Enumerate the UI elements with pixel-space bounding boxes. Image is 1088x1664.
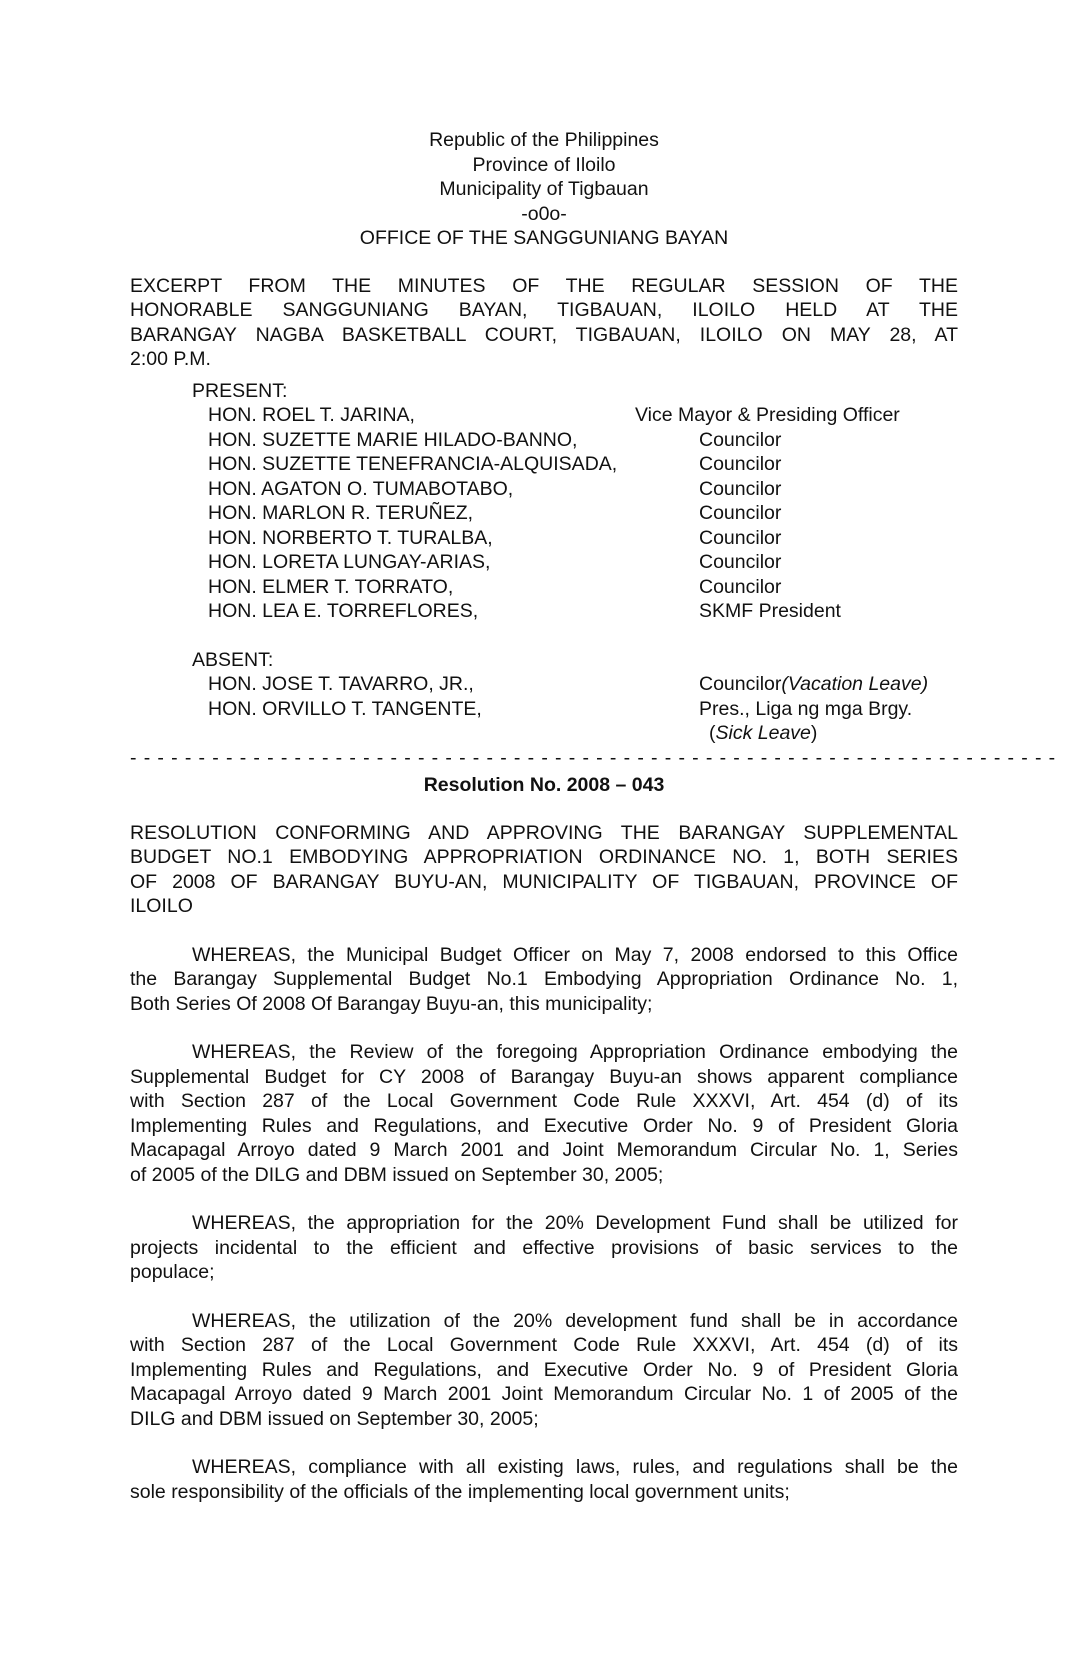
- attendee-name: HON. NORBERTO T. TURALBA,: [208, 526, 493, 549]
- title-line: BUDGET NO.1 EMBODYING APPROPRIATION ORDINANCE NO. 1, BOTH SERIES: [130, 846, 958, 868]
- municipality-line: Municipality of Tigbauan: [439, 178, 649, 200]
- absentee-row: [192, 697, 958, 722]
- paragraph-line: populace;: [130, 1261, 215, 1283]
- attendee-role: Vice Mayor & Presiding Officer: [635, 404, 900, 426]
- attendee-name: HON. AGATON O. TUMABOTABO,: [208, 477, 514, 500]
- attendee-role: Councilor: [699, 477, 782, 500]
- paragraph-line: Implementing Rules and Regulations, and Executive Order No. 9 of President Gloria: [130, 1114, 958, 1137]
- absentee-role: Councilor(Vacation Leave): [699, 673, 929, 695]
- attendee-row: [192, 428, 958, 453]
- attendee-row: [192, 477, 958, 502]
- paragraph-line: WHEREAS, the appropriation for the 20% Development Fund shall be utilized for: [192, 1212, 958, 1234]
- absentee-role: Pres., Liga ng mga Brgy.: [699, 697, 913, 720]
- attendee-name: HON. ELMER T. TORRATO,: [208, 575, 454, 598]
- attendee-name: HON. LEA E. TORREFLORES,: [208, 600, 479, 622]
- resolution-title: [130, 821, 958, 919]
- ornament-line: -o0o-: [521, 202, 567, 225]
- attendance: [130, 379, 958, 746]
- absent-label: ABSENT:: [192, 648, 274, 671]
- attendee-row: [192, 575, 958, 600]
- whereas-paragraph: [130, 1455, 958, 1504]
- attendee-role: Councilor: [699, 428, 782, 451]
- attendee-name: HON. SUZETTE TENEFRANCIA-ALQUISADA,: [208, 453, 618, 475]
- paragraph-line: WHEREAS, the Review of the foregoing Appropriation Ordinance embodying the: [192, 1041, 958, 1063]
- absentee-name: HON. JOSE T. TAVARRO, JR.,: [208, 673, 474, 695]
- attendee-role: Councilor: [699, 453, 782, 475]
- attendee-name: HON. ROEL T. JARINA,: [208, 404, 415, 426]
- attendee-name: HON. LORETA LUNGAY-ARIAS,: [208, 551, 491, 573]
- attendee-name: HON. MARLON R. TERUÑEZ,: [208, 502, 474, 524]
- paragraph-line: the Barangay Supplemental Budget No.1 Embodying Appropriation Ordinance No. 1,: [130, 968, 958, 990]
- absence-reason: (Vacation Leave): [781, 673, 929, 695]
- paragraph-line: Supplemental Budget for CY 2008 of Barangay Buyu-an shows apparent compliance: [130, 1065, 958, 1088]
- separator-line: - - - - - - - - - - - - - - - - - - - - - - - - - - - - - - - - - - - - - - - - - - - - - - - - - - - - - - - - - - - - - - - - - - - -: [130, 746, 1057, 769]
- excerpt-line: BARANGAY NAGBA BASKETBALL COURT, TIGBAUAN, ILOILO ON MAY 28, AT: [130, 323, 958, 346]
- absentee-name: HON. ORVILLO T. TANGENTE,: [208, 697, 482, 720]
- attendee-role: SKMF President: [699, 600, 841, 622]
- whereas-paragraph: [130, 1040, 958, 1187]
- paragraph-line: Both Series Of 2008 Of Barangay Buyu-an, this municipality;: [130, 992, 653, 1015]
- paragraph-line: DILG and DBM issued on September 30, 2005;: [130, 1407, 539, 1430]
- republic-line: Republic of the Philippines: [429, 129, 659, 151]
- attendee-role: Councilor: [699, 575, 782, 598]
- paragraph-line: Macapagal Arroyo dated 9 March 2001 and Joint Memorandum Circular No. 1, Series: [130, 1139, 958, 1161]
- paragraph-line: with Section 287 of the Local Government Code Rule XXXVI, Art. 454 (d) of its: [130, 1090, 958, 1112]
- paragraph-line: WHEREAS, the Municipal Budget Officer on May 7, 2008 endorsed to this Office: [192, 943, 958, 966]
- present-label: PRESENT:: [192, 379, 288, 402]
- excerpt-line: EXCERPT FROM THE MINUTES OF THE REGULAR SESSION OF THE: [130, 274, 958, 297]
- attendee-row: [192, 452, 958, 477]
- paragraph-line: WHEREAS, compliance with all existing laws, rules, and regulations shall be the: [192, 1456, 958, 1478]
- attendee-row: [192, 501, 958, 526]
- minutes-excerpt: [130, 274, 958, 372]
- paragraph-line: Implementing Rules and Regulations, and Executive Order No. 9 of President Gloria: [130, 1358, 958, 1381]
- whereas-paragraph: [130, 1309, 958, 1432]
- attendee-row: [192, 403, 958, 428]
- paragraph-line: with Section 287 of the Local Government Code Rule XXXVI, Art. 454 (d) of its: [130, 1334, 958, 1356]
- excerpt-line: HONORABLE SANGGUNIANG BAYAN, TIGBAUAN, ILOILO HELD AT THE: [130, 299, 958, 321]
- attendee-role: Councilor: [699, 526, 782, 549]
- office-line: OFFICE OF THE SANGGUNIANG BAYAN: [359, 227, 729, 249]
- attendee-row: [192, 550, 958, 575]
- attendee-role: Councilor: [699, 502, 782, 524]
- paragraph-line: projects incidental to the efficient and effective provisions of basic services to the: [130, 1236, 958, 1259]
- absentee-row: [192, 672, 958, 697]
- title-line: ILOILO: [130, 895, 193, 917]
- absentee-row: [192, 721, 958, 746]
- attendee-name: HON. SUZETTE MARIE HILADO-BANNO,: [208, 428, 578, 451]
- resolution-number: Resolution No. 2008 – 043: [423, 774, 665, 796]
- attendee-row: [192, 526, 958, 551]
- letterhead: [130, 128, 958, 251]
- paragraph-line: WHEREAS, the utilization of the 20% development fund shall be in accordance: [192, 1309, 958, 1332]
- whereas-paragraph: [130, 943, 958, 1017]
- province-line: Province of Iloilo: [472, 153, 616, 176]
- paragraph-line: Macapagal Arroyo dated 9 March 2001 Joint Memorandum Circular No. 1 of 2005 of the: [130, 1383, 958, 1405]
- attendee-role: Councilor: [699, 551, 782, 573]
- excerpt-line: 2:00 P.M.: [130, 348, 211, 370]
- paragraph-line: sole responsibility of the officials of the implementing local government units;: [130, 1480, 790, 1503]
- absence-reason: (Sick Leave): [709, 722, 818, 744]
- paragraph-line: of 2005 of the DILG and DBM issued on September 30, 2005;: [130, 1163, 664, 1186]
- absent-block: [192, 648, 958, 746]
- title-line: RESOLUTION CONFORMING AND APPROVING THE BARANGAY SUPPLEMENTAL: [130, 821, 958, 844]
- attendee-row: [192, 599, 958, 624]
- whereas-paragraph: [130, 1211, 958, 1285]
- title-line: OF 2008 OF BARANGAY BUYU-AN, MUNICIPALITY OF TIGBAUAN, PROVINCE OF: [130, 870, 958, 893]
